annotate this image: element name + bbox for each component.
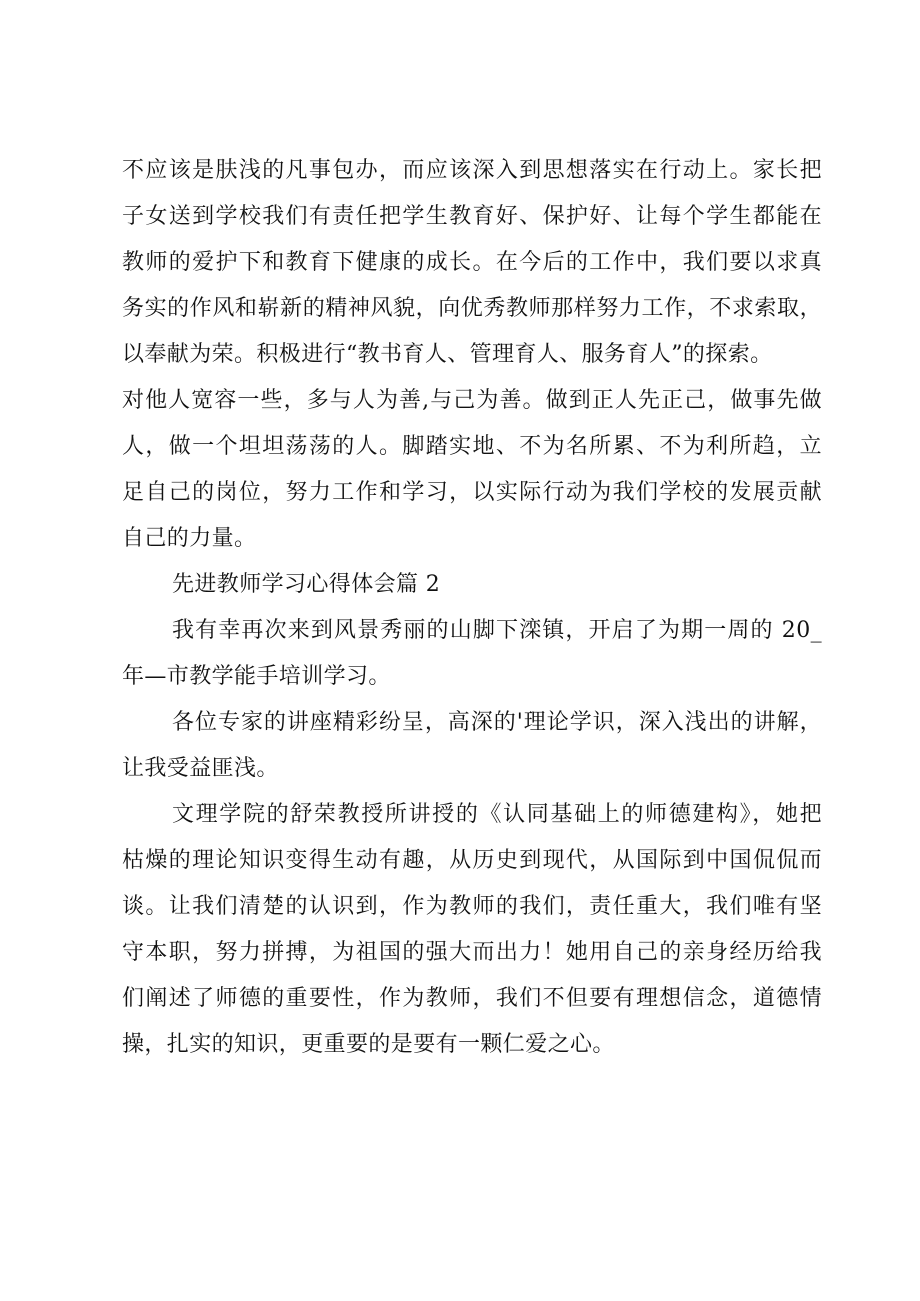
text-line-4: 务实的作风和崭新的精神风貌，向优秀教师那样努力工作，不求索取，	[122, 296, 822, 321]
text-line-7: 人，做一个坦坦荡荡的人。脚踏实地、不为名所累、不为利所趋，立	[122, 434, 822, 459]
text-line-2: 子女送到学校我们有责任把学生教育好、保护好、让每个学生都能在	[122, 204, 822, 229]
text-line-6: 对他人宽容一些，多与人为善,与己为善。做到正人先正己，做事先做	[122, 388, 822, 413]
paragraph-3-line-1: 各位专家的讲座精彩纷呈，高深的'理论学识，深入浅出的讲解，	[172, 710, 822, 735]
paragraph-4-line-4: 守本职，努力拼搏，为祖国的强大而出力！她用自己的亲身经历给我	[122, 940, 822, 965]
paragraph-2-line-2: 年—市教学能手培训学习。	[122, 664, 391, 689]
paragraph-4-line-2: 枯燥的理论知识变得生动有趣，从历史到现代，从国际到中国侃侃而	[122, 848, 822, 873]
paragraph-4-line-5: 们阐述了师德的重要性，作为教师，我们不但要有理想信念，道德情	[122, 986, 822, 1011]
paragraph-3-line-2: 让我受益匪浅。	[122, 756, 279, 781]
text-line-9: 自己的力量。	[122, 526, 257, 551]
text-line-1: 不应该是肤浅的凡事包办，而应该深入到思想落实在行动上。家长把	[122, 158, 822, 183]
text-line-8: 足自己的岗位，努力工作和学习，以实际行动为我们学校的发展贡献	[122, 480, 822, 505]
paragraph-2-line-1: 我有幸再次来到风景秀丽的山脚下滦镇，开启了为期一周的 20_	[172, 618, 822, 643]
paragraph-4-line-3: 谈。让我们清楚的认识到，作为教师的我们，责任重大，我们唯有坚	[122, 894, 822, 919]
paragraph-4-line-6: 操，扎实的知识，更重要的是要有一颗仁爱之心。	[122, 1032, 615, 1057]
paragraph-4-line-1: 文理学院的舒荣教授所讲授的《认同基础上的师德建构》，她把	[172, 802, 822, 827]
section-heading: 先进教师学习心得体会篇 2	[172, 572, 441, 597]
text-line-3: 教师的爱护下和教育下健康的成长。在今后的工作中，我们要以求真	[122, 250, 822, 275]
text-line-5: 以奉献为荣。积极进行“教书育人、管理育人、服务育人”的探索。	[122, 342, 773, 367]
